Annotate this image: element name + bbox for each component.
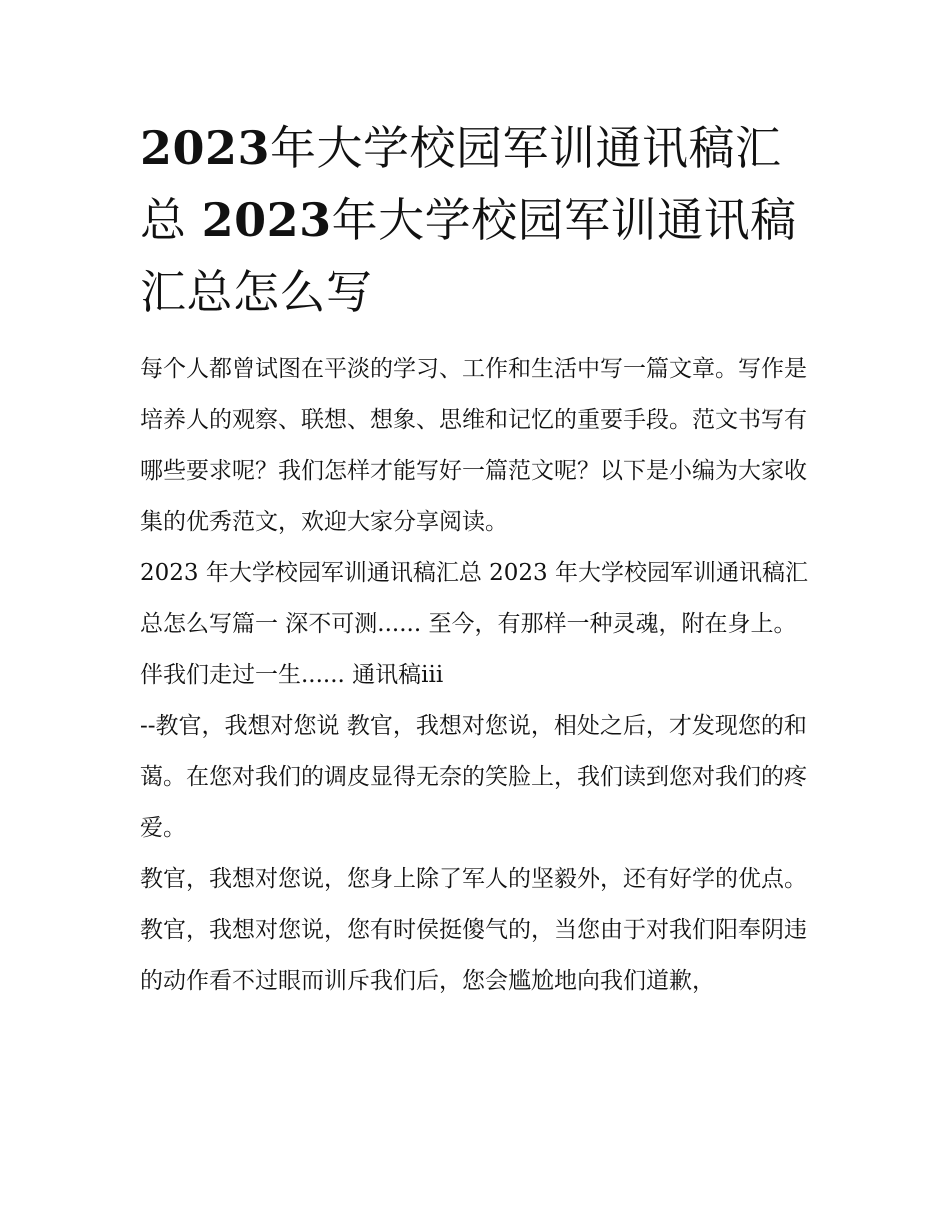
paragraph-instructor-1: --教官，我想对您说 教官，我想对您说，相处之后，才发现您的和蔼。在您对我们的调皮显得无奈的笑脸上，我们读到您对我们的疼爱。 — [140, 713, 807, 841]
paragraph-instructor-3: 教官，我想对您说，您有时侯挺傻气的，当您由于对我们阳奉阴违的动作看不过眼而训斥我们后，您会尴尬地向我们道歉， — [140, 917, 807, 994]
paragraph-heading: 2023 年大学校园军训通讯稿汇总 2023 年大学校园军训通讯稿汇总怎么写篇一 深不可测...... 至今，有那样一种灵魂，附在身上。 伴我们走过一生...... 通讯稿iii — [140, 560, 808, 688]
document-title — [140, 112, 816, 328]
paragraph-instructor-2: 教官，我想对您说，您身上除了军人的坚毅外，还有好学的优点。 — [140, 866, 807, 892]
title-year-1: 2023 — [140, 121, 271, 175]
title-text-1: 年大学校园军训通讯稿汇总 — [140, 121, 782, 247]
paragraph-intro: 每个人都曾试图在平淡的学习、工作和生活中写一篇文章。写作是培养人的观察、联想、想象、思维和记忆的重要手段。范文书写有哪些要求呢？我们怎样才能写好一篇范文呢？以下是小编为大家收集的优秀范文，欢迎大家分享阅读。 — [140, 356, 807, 535]
document-body — [140, 112, 816, 1007]
title-year-2: 2023 — [201, 193, 332, 247]
title-text-2: 年大学校园军训通讯稿汇总怎么写 — [140, 193, 797, 319]
